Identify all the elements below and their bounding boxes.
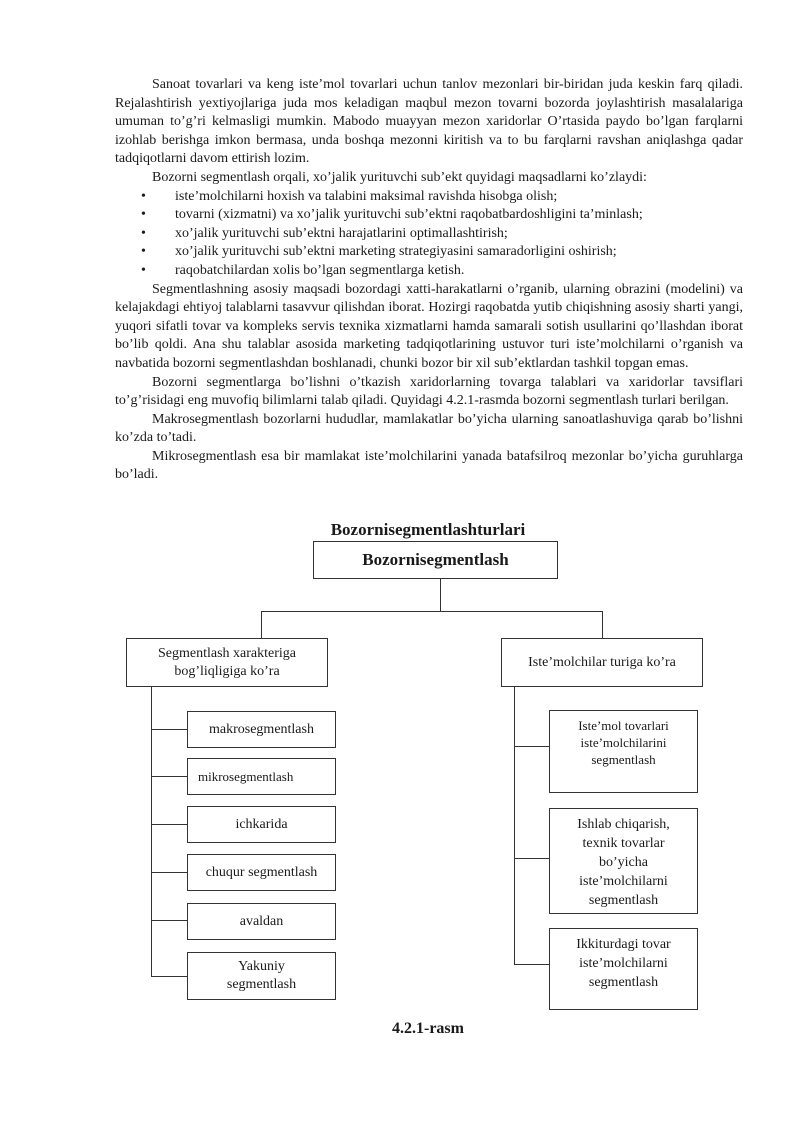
connector-line [514, 746, 550, 747]
root-box [313, 541, 558, 579]
paragraph: Bozorni segmentlash orqali, xo’jalik yurituvchi sub’ekt quyidagi maqsadlarni ko’zlaydi: [152, 169, 647, 185]
connector-line [151, 729, 187, 730]
list-item: • xo’jalik yurituvchi sub’ektni marketing strategiyasini samaradorligini oshirish; [115, 243, 743, 262]
right-item-label: Iste’mol tovarlari iste’molchilarini segmentlash [578, 718, 669, 767]
connector-line [261, 611, 603, 612]
paragraph: Mikrosegmentlash esa bir mamlakat iste’molchilarini yanada batafsilroq mezonlar bo’yicha guruhlarga bo’ladi. [115, 448, 743, 483]
paragraph: Sanoat tovarlari va keng iste’mol tovarlari uchun tanlov mezonlari bir-biridan juda keskin farq qiladi. Rejalashtirish yextiyojlariga juda mos keladigan maqbul mezon tovarni bozorda joylashtirish masalalariga umuman to’g’ri kelmasligi mumkin. Mabodo muayyan mezon xaridorlar O’rtasida paydo bo’lgan farqlarni izohlab berishga imkon bermasa, unda boshqa mezonni kiritish va to bu farqlarni ravshan aniqlashga qadar tadqiqotlarni davom ettirish lozim. [115, 77, 743, 167]
list-item: • tovarni (xizmatni) va xo’jalik yurituvchi sub’ektni raqobatbardoshligini ta’minlash; [115, 206, 743, 225]
goals-list [115, 188, 743, 281]
list-item: • xo’jalik yurituvchi sub’ektni harajatlarini optimallashtirish; [115, 225, 743, 244]
list-item: • iste’molchilarni hoxish va talabini maksimal ravishda hisobga olish; [115, 188, 743, 207]
connector-line [261, 611, 262, 639]
right-item-box [549, 928, 698, 1010]
connector-line [440, 578, 441, 612]
paragraph: Makrosegmentlash bozorlarni hududlar, mamlakatlar bo’yicha ularning sanoatlashuviga qarab bo’lishni ko’zda to’tadi. [115, 411, 743, 446]
left-item-label: ichkarida [235, 816, 288, 832]
list-item: • raqobatchilardan xolis bo’lgan segmentlarga ketish. [115, 262, 743, 281]
left-branch-box [126, 638, 328, 687]
connector-line [151, 687, 152, 977]
left-item-box [187, 758, 336, 795]
left-item-label: makrosegmentlash [209, 721, 314, 737]
paragraph: Bozorni segmentlarga bo’lishni o’tkazish xaridorlarning tovarga talablari va xaridorlar tavsiflari to’g’risidagi eng muvofiq bilimlarni talab qiladi. Quyidagi 4.2.1-rasmda bozorni segmentlash turlari berilgan. [115, 374, 743, 409]
left-item-box [187, 806, 336, 843]
left-item-label: mikrosegmentlash [198, 768, 294, 784]
left-item-box [187, 903, 336, 940]
connector-line [602, 611, 603, 639]
left-item-label: Yakuniy segmentlash [226, 959, 297, 992]
left-item-box [187, 854, 336, 891]
figure-caption: 4.2.1-rasm [392, 1020, 464, 1037]
connector-line [514, 858, 550, 859]
right-branch-label: Iste’molchilar turiga ko’ra [528, 654, 676, 670]
right-item-box [549, 710, 698, 793]
connector-line [151, 872, 187, 873]
connector-line [151, 824, 187, 825]
left-item-label: chuqur segmentlash [205, 864, 318, 880]
connector-line [514, 964, 550, 965]
left-item-box [187, 711, 336, 748]
right-item-box [549, 808, 698, 914]
left-item-label: avaldan [239, 913, 284, 929]
left-item-box [187, 952, 336, 1000]
connector-line [151, 920, 187, 921]
right-item-label: Ishlab chiqarish, texnik tovarlar bo’yicha iste’molchilarni segmentlash [577, 817, 670, 908]
connector-line [151, 776, 187, 777]
diagram-title: Bozornisegmentlashturlari [330, 520, 526, 539]
left-branch-label: Segmentlash xarakteriga bog’liqligiga ko’ra [157, 645, 296, 679]
body-text [115, 76, 743, 485]
connector-line [514, 687, 515, 965]
connector-line [151, 976, 187, 977]
paragraph: Segmentlashning asosiy maqsadi bozordagi xatti-harakatlarni o’rganib, ularning obrazini (modelini) va kelajakdagi ehtiyoj talablarni tasavvur qilishdan iborat. Hozirgi raqobatda yutib chiqishning asosiy sharti yangi, yuqori sifatli tovar va kompleks servis texnika xizmatlarni hamda samarali sotish usullarini qo’llashdan iborat bo’lib qoldi. Ana shu talablar asosida marketing tadqiqotlarining ustuvor turi iste’molchilarni o’rganish va navbatida bozorni segmentlashdan boshlanadi, chunki bozor bir xil sub’ektlardan tashkil topgan emas. [115, 281, 743, 371]
root-label: Bozornisegmentlash [362, 550, 509, 569]
right-branch-box [501, 638, 703, 687]
right-item-label: Ikkiturdagi tovar iste’molchilarni segmentlash [576, 937, 671, 990]
